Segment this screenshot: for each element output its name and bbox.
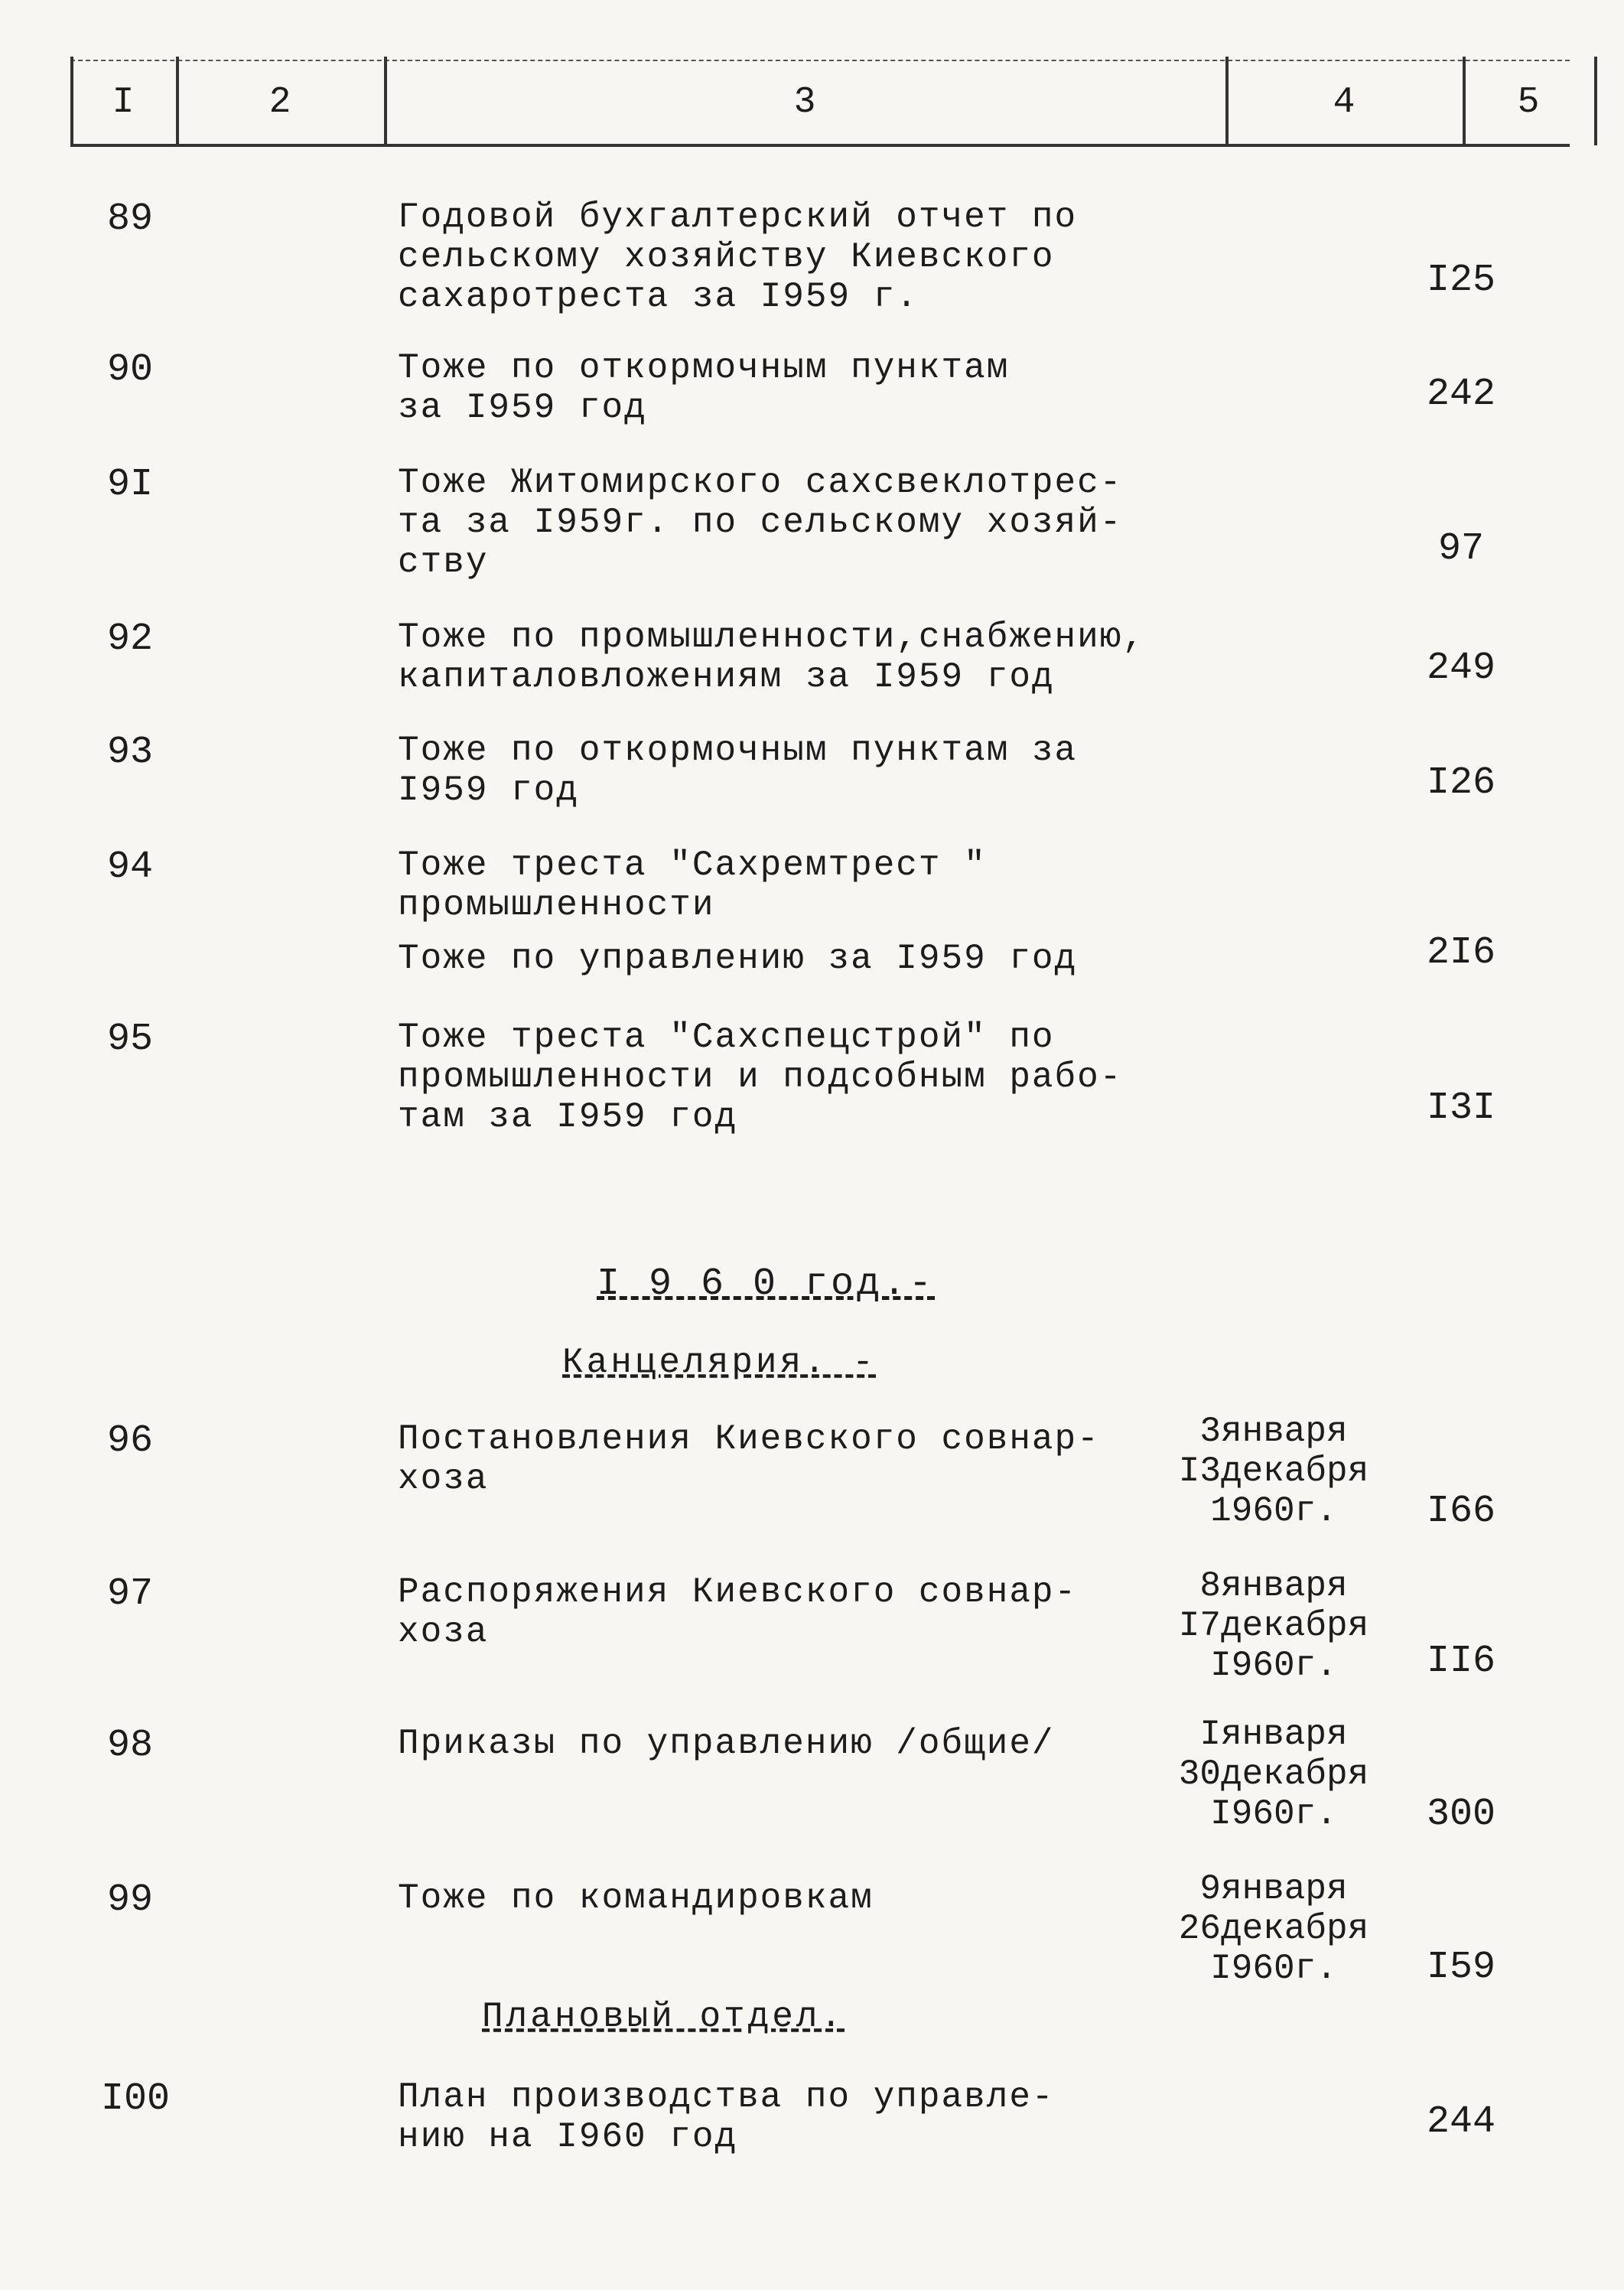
entry-sheet-count: II6 [1426, 1640, 1495, 1683]
entry-number: 89 [107, 197, 154, 241]
entry-title: Тоже треста "Сахремтрест " промышленности [398, 845, 987, 925]
section-heading-planning: Плановый отдел. [482, 1997, 845, 2037]
entry-number: I00 [101, 2077, 171, 2121]
entry-sheet-count: 249 [1426, 647, 1495, 690]
entry-subtitle: Тоже по управлению за I959 год [398, 939, 1078, 979]
column-divider [1594, 57, 1597, 145]
entry-sheet-count: I66 [1426, 1490, 1495, 1533]
entry-sheet-count: 2I6 [1426, 931, 1495, 975]
entry-title: Тоже треста "Сахспецстрой" по промышленности и подсобным рабо- там за I959 год [398, 1018, 1123, 1137]
entry-title: Тоже по промышленности,снабжению, капиталовложениям за I959 год [398, 617, 1145, 697]
entry-sheet-count: 242 [1426, 373, 1495, 416]
year-heading: I 9 6 0 год.- [597, 1262, 936, 1306]
entry-title: Годовой бухгалтерский отчет по сельскому хозяйству Киевского сахаротреста за I959 г. [398, 197, 1078, 317]
column-header-1: I [112, 82, 135, 123]
entry-sheet-count: 244 [1426, 2100, 1495, 2144]
entry-title: Распоряжения Киевского совнар- хоза [398, 1572, 1078, 1652]
entry-number: 98 [107, 1724, 154, 1767]
entry-dates: 9января 26декабря I960г. [1178, 1869, 1369, 1989]
entry-sheet-count: I59 [1426, 1946, 1495, 1989]
column-header-3: 3 [793, 82, 816, 123]
entry-title: План производства по управле- нию на I960 год [398, 2077, 1055, 2157]
column-header-row [70, 60, 1570, 147]
entry-title: Тоже Житомирского сахсвеклотрес- та за I959г. по сельскому хозяй- ству [398, 463, 1123, 582]
entry-dates: 3января I3декабря 1960г. [1178, 1412, 1369, 1531]
entry-dates: Iянваря 30декабря I960г. [1178, 1715, 1369, 1834]
entry-title: Тоже по командировкам [398, 1878, 874, 1918]
entry-number: 99 [107, 1878, 154, 1922]
entry-title: Приказы по управлению /общие/ [398, 1724, 1055, 1764]
column-header-2: 2 [268, 82, 291, 123]
entry-sheet-count: 300 [1426, 1793, 1495, 1836]
entry-sheet-count: I3I [1426, 1086, 1495, 1130]
entry-number: 94 [107, 845, 154, 889]
column-header-4: 4 [1333, 82, 1356, 123]
column-header-5: 5 [1517, 82, 1540, 123]
entry-sheet-count: 97 [1437, 527, 1484, 571]
entry-number: 90 [107, 348, 154, 392]
entry-number: 96 [107, 1419, 154, 1463]
entry-number: 9I [107, 463, 154, 507]
entry-sheet-count: I25 [1426, 259, 1495, 302]
entry-number: 95 [107, 1018, 154, 1061]
entry-title: Тоже по откормочным пунктам за I959 год [398, 348, 1010, 428]
entry-title: Тоже по откормочным пунктам за I959 год [398, 731, 1078, 810]
entry-number: 97 [107, 1572, 154, 1616]
entry-number: 92 [107, 617, 154, 661]
entry-sheet-count: I26 [1426, 761, 1495, 805]
entry-number: 93 [107, 731, 154, 774]
section-heading-chancellery: Канцелярия. - [562, 1343, 877, 1383]
entry-dates: 8января I7декабря I960г. [1178, 1566, 1369, 1686]
entry-title: Постановления Киевского совнар- хоза [398, 1419, 1100, 1499]
